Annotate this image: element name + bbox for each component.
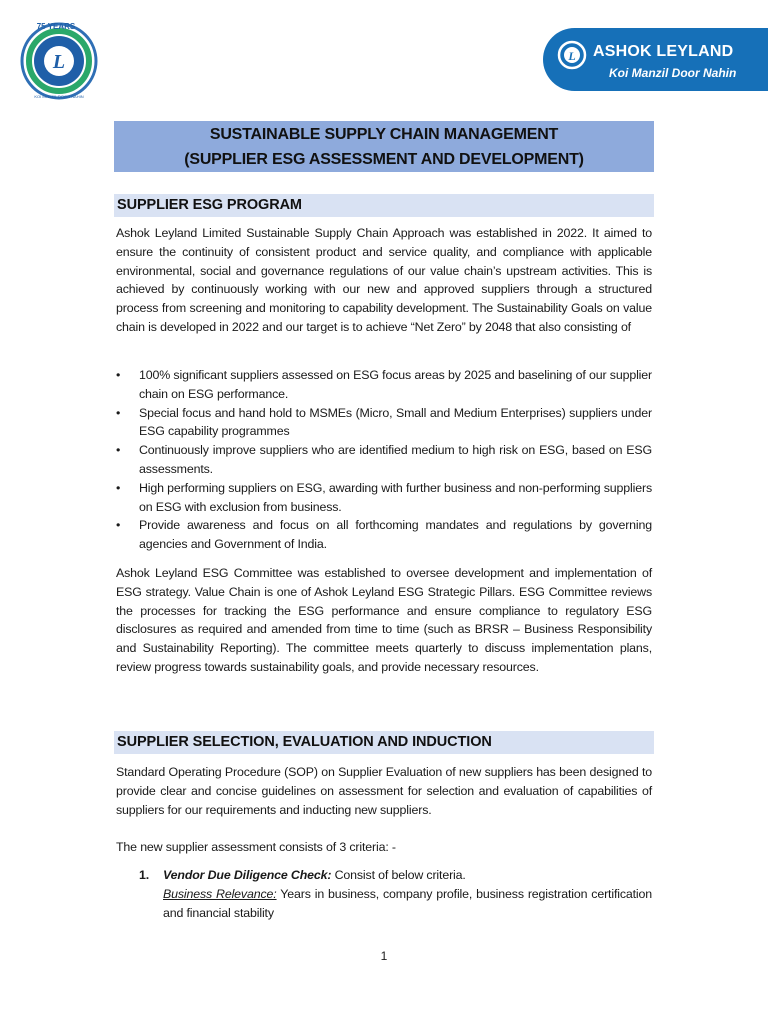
sop-paragraph: Standard Operating Procedure (SOP) on Supplier Evaluation of new suppliers has been designed to provide clear and concise guidelines on assessment for selection and evaluation of capabilities of suppliers for our requirements and inducting new suppliers. — [116, 765, 652, 817]
75-years-logo — [18, 18, 100, 100]
logo-motto-text: KOI MANZIL DOOR NAHIN — [34, 94, 84, 99]
criteria-intro: The new supplier assessment consists of 3 criteria: - — [116, 840, 396, 854]
svg-text:L: L — [568, 49, 576, 63]
item-number: 1. — [139, 868, 150, 882]
svg-text:L: L — [52, 51, 66, 73]
list-item: • Continuously improve suppliers who are identified medium to high risk on ESG, based on ESG assessments. — [116, 441, 652, 479]
list-item: • Provide awareness and focus on all forthcoming mandates and regulations by governing agencies and Government of India. — [116, 516, 652, 554]
title-line-1: SUSTAINABLE SUPPLY CHAIN MANAGEMENT — [209, 126, 559, 143]
list-item: • High performing suppliers on ESG, awarding with further business and non-performing suppliers on ESG with exclusion from business. — [116, 479, 652, 517]
list-item: • 100% significant suppliers assessed on ESG focus areas by 2025 and baselining of our supplier chain on ESG performance. — [116, 366, 652, 404]
title-line-2: (SUPPLIER ESG ASSESSMENT AND DEVELOPMENT) — [184, 151, 584, 168]
esg-program-intro: Ashok Leyland Limited Sustainable Supply Chain Approach was established in 2022. It aimed to ensure the continuity of consistent product and service quality, and compliance with applicable environmental, social and governance regulations of our value chain’s upstream activities. This is achieved by continuously working with our new and approved suppliers through a structured process from screening and monitoring to capability development. The Sustainability Goals on value chain is developed in 2022 and our target is to achieve “Net Zero” by 2048 that also consisting of — [116, 226, 652, 334]
ashok-leyland-mark-icon — [557, 40, 587, 70]
logo-years-text: 75 YEARS — [36, 22, 76, 31]
criteria-item-1 — [139, 866, 652, 922]
list-item: • Special focus and hand hold to MSMEs (Micro, Small and Medium Enterprises) suppliers under ESG capability programmes — [116, 404, 652, 442]
item-title: Vendor Due Diligence Check: — [163, 868, 332, 882]
ashok-leyland-logo — [543, 28, 768, 91]
item-sub-label: Business Relevance: — [163, 886, 277, 901]
document-title — [114, 121, 654, 172]
brand-tagline: Koi Manzil Door Nahin — [609, 66, 737, 80]
section-heading-supplier-selection: SUPPLIER SELECTION, EVALUATION AND INDUCTION — [114, 731, 654, 754]
section-heading-esg-program: SUPPLIER ESG PROGRAM — [114, 194, 654, 217]
brand-name: ASHOK LEYLAND — [593, 43, 734, 60]
page-number: 1 — [380, 949, 388, 963]
esg-committee-paragraph: Ashok Leyland ESG Committee was established to oversee development and implementation of ESG strategy. Value Chain is one of Ashok Leyland ESG Strategic Pillars. ESG Committee reviews the processes for tracking the ESG performance and ensure compliance to regulatory ESG disclosures as required and amended from time to time (such as BRSR – Business Responsibility and Sustainability Reporting). The committee meets quarterly to discuss implementation plans, review progress towards sustainability goals, and provide necessary resources. — [116, 566, 652, 674]
item-sub-text: Years in business, company profile, business registration certification and financial stability — [163, 886, 653, 920]
item-text: Consist of below criteria. — [331, 868, 466, 882]
esg-goals-list — [116, 366, 652, 554]
